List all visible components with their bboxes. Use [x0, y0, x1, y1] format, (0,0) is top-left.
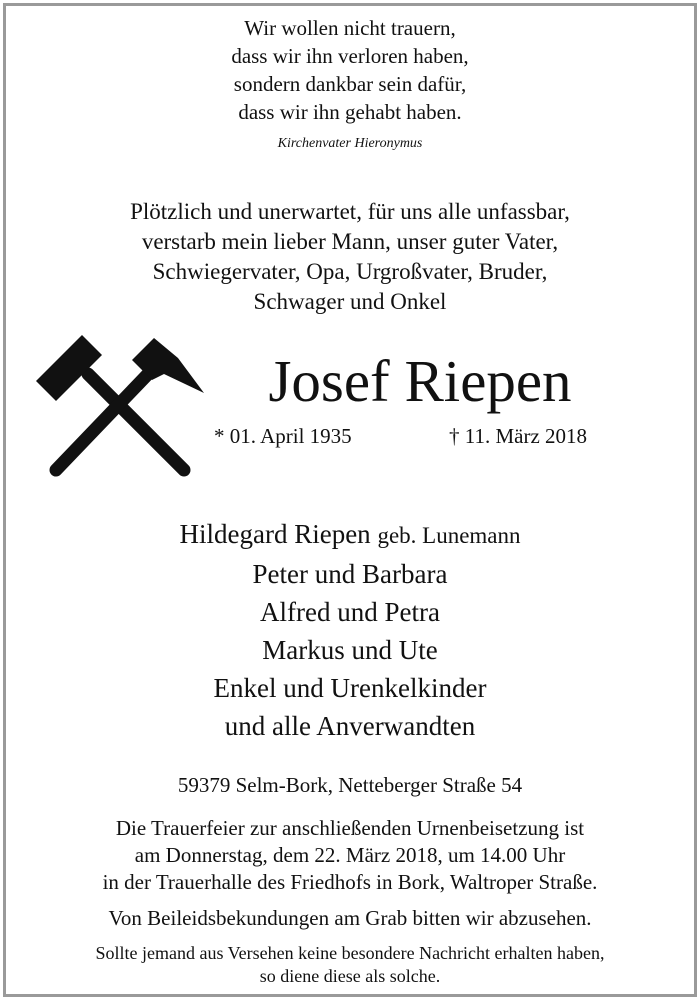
poem-line: dass wir ihn verloren haben,	[231, 44, 469, 68]
widow-name: Hildegard Riepen	[179, 519, 371, 549]
intro-line: Plötzlich und unerwartet, für uns alle unfassbar,	[130, 199, 570, 224]
family-member: Markus und Ute	[262, 635, 438, 665]
family-member: und alle Anverwandten	[224, 711, 476, 741]
family-member: Enkel und Urenkelkinder	[213, 673, 487, 703]
widow-maiden-name: geb. Lunemann	[377, 523, 521, 548]
address: 59379 Selm-Bork, Netteberger Straße 54	[177, 773, 523, 797]
poem-line: Wir wollen nicht trauern,	[244, 16, 456, 40]
poem-author: Kirchenvater Hieronymus	[277, 136, 423, 151]
closing-line: so diene diese als solche.	[259, 966, 441, 986]
closing-line: Sollte jemand aus Versehen keine besondere Nachricht erhalten haben,	[95, 943, 605, 963]
poem-line: sondern dankbar sein dafür,	[233, 72, 467, 96]
family-member: Alfred und Petra	[260, 597, 440, 627]
widow	[0, 515, 700, 555]
intro-line: Schwager und Onkel	[253, 289, 447, 314]
ceremony-line: am Donnerstag, dem 22. März 2018, um 14.00 Uhr	[134, 843, 566, 867]
family-list	[0, 515, 700, 745]
birth-date: * 01. April 1935	[214, 424, 352, 448]
crossed-hammers-icon	[36, 330, 204, 478]
intro-line: verstarb mein lieber Mann, unser guter Vater,	[141, 229, 559, 254]
ceremony-line: Die Trauerfeier zur anschließenden Urnenbeisetzung ist	[115, 816, 585, 840]
poem-line: dass wir ihn gehabt haben.	[238, 100, 462, 124]
intro-text	[0, 197, 700, 317]
family-member: Peter und Barbara	[252, 559, 448, 589]
death-date: † 11. März 2018	[449, 424, 588, 448]
intro-line: Schwiegervater, Opa, Urgroßvater, Bruder,	[152, 259, 548, 284]
deceased-name: Josef Riepen	[268, 348, 572, 414]
closing-note	[0, 942, 700, 988]
poem	[0, 14, 700, 126]
ceremony-line: in der Trauerhalle des Friedhofs in Bork, Waltroper Straße.	[102, 870, 598, 894]
condolence-note: Von Beileidsbekundungen am Grab bitten wir abzusehen.	[108, 906, 592, 930]
ceremony-info	[0, 815, 700, 896]
